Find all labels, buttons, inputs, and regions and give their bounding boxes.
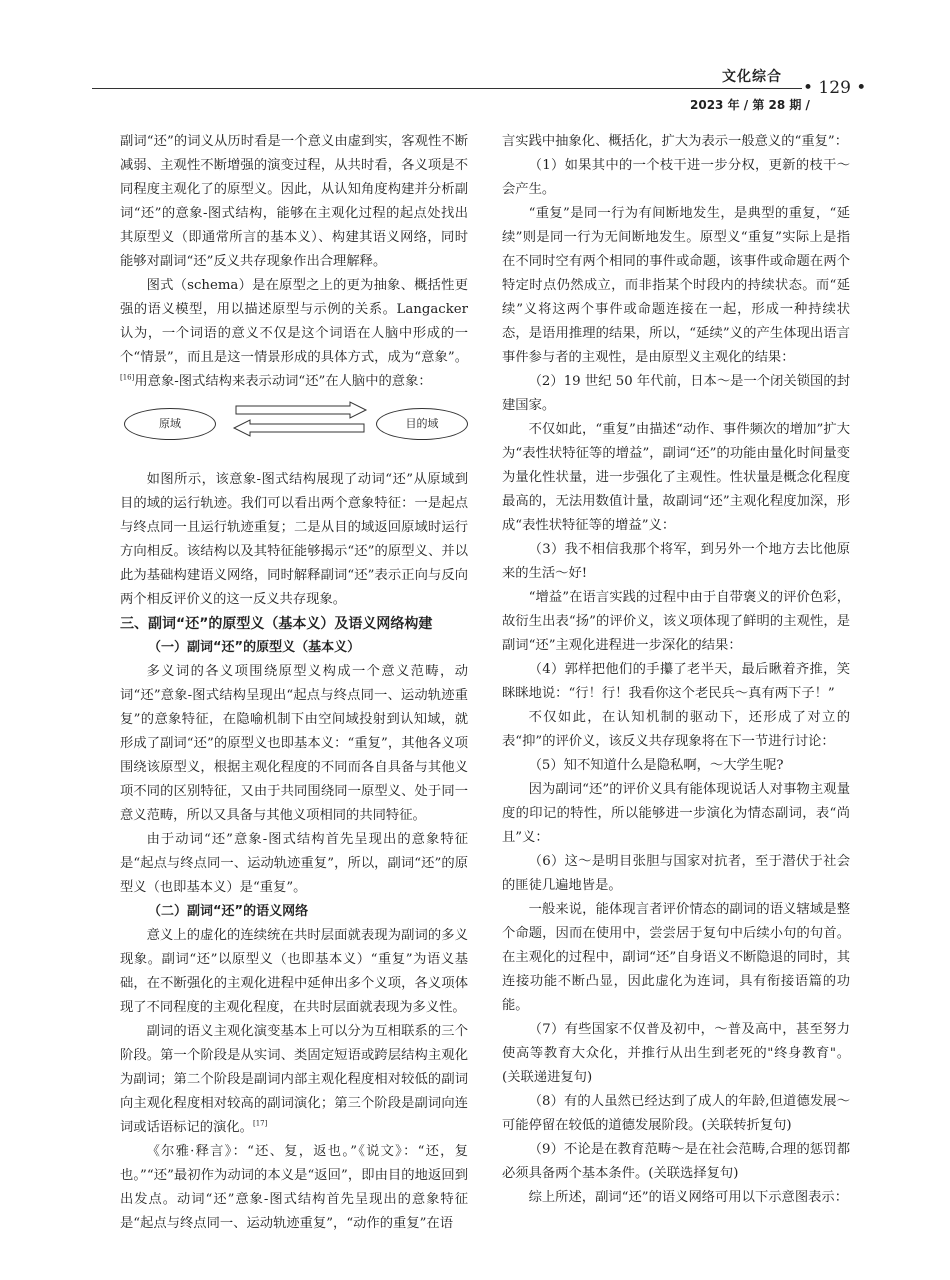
subsection-heading: （一）副词“还”的原型义（基本义）	[148, 640, 361, 655]
paragraph: 意义上的虚化的连续统在共时层面就表现为副词的多义现象。副词“还”以原型义（也即基本义）“重复”为语义基础，在不断强化的主观化进程中延伸出多个义项，各义项体现了不同程度的主观化程度，在共时层面就表现为多义性。	[120, 928, 468, 1015]
paragraph-text: 用意象-图式结构来表示动词“还”在人脑中的意象：	[134, 374, 432, 389]
left-column	[120, 130, 468, 1236]
paragraph: 言实践中抽象化、概括化，扩大为表示一般意义的“重复”：	[502, 134, 849, 149]
paragraph	[120, 1020, 468, 1140]
paragraph: 不仅如此，在认知机制的驱动下，还形成了对立的表“抑”的评价义，该反义共存现象将在下一节进行讨论：	[502, 710, 850, 749]
paragraph-text: 图式（schema）是在原型之上的更为抽象、概括性更强的语义模型，用以描述原型与示例的关系。Langacker认为，一个词语的意义不仅是这个词语在人脑中形成的一个“情景”，而且是这一情景形成的具体方式，成为“意象”。	[120, 278, 468, 365]
section-heading: 三、副词“还”的原型义（基本义）及语义网络构建	[120, 616, 433, 632]
example-sentence: （9）不论是在教育范畴～是在社会范畴,合理的惩罚都必须具备两个基本条件。(关联选择复句)	[502, 1142, 850, 1181]
example-sentence: （2）19 世纪 50 年代前，日本～是一个闭关锁国的封建国家。	[502, 374, 850, 413]
subsection-heading: （二）副词“还”的语义网络	[148, 904, 309, 919]
citation: [16]	[120, 373, 135, 382]
page-number: • 129 •	[803, 78, 867, 98]
example-sentence: （5）知不知道什么是隐私啊，～大学生呢?	[528, 758, 784, 773]
target-domain-oval: 目的域	[376, 408, 468, 440]
paragraph: 《尔雅·释言》：“还、复，返也。”《说文》：“还，复也。”“还”最初作为动词的本义是“返回”，即由目的地返回到出发点。动词“还”意象-图式结构首先呈现出的意象特征是“起点与终点同一、运动轨迹重复”，“动作的重复”在语	[120, 1144, 468, 1231]
header-rule	[92, 88, 802, 89]
paragraph: 一般来说，能体现言者评价情态的副词的语义辖域是整个命题，因而在使用中，尝尝居于复句中后续小句的句首。在主观化的过程中，副词“还”自身语义不断隐退的同时，其连接功能不断凸显，因此虚化为连词，具有衔接语篇的功能。	[502, 902, 850, 1013]
example-sentence: （6）这～是明目张胆与国家对抗者，至于潜伏于社会的匪徒几遍地皆是。	[502, 854, 850, 893]
issue-label: 2023 年 / 第 28 期 /	[690, 98, 810, 112]
example-sentence: （7）有些国家不仅普及初中，～普及高中，甚至努力使高等教育大众化，并推行从出生到老死的"终身教育"。(关联递进复句)	[502, 1022, 850, 1085]
paragraph: 由于动词“还”意象-图式结构首先呈现出的意象特征是“起点与终点同一、运动轨迹重复”，所以，副词“还”的原型义（也即基本义）是“重复”。	[120, 832, 468, 895]
journal-section: 文化综合	[722, 69, 782, 85]
example-sentence: （3）我不相信我那个将军，到另外一个地方去比他原来的生活～好!	[502, 542, 850, 581]
example-sentence: （4）郭样把他们的手攥了老半天，最后瞅着齐推，笑眯眯地说：“行！行！我看你这个老民兵～真有两下子！”	[502, 662, 850, 701]
paragraph: 如图所示，该意象-图式结构展现了动词“还”从原域到目的域的运行轨迹。我们可以看出两个意象特征：一是起点与终点同一且运行轨迹重复；二是从目的域返回原域时运行方向相反。该结构以及其特征能够揭示“还”的原型义、并以此为基础构建语义网络，同时解释副词“还”表示正向与反向两个相反评价义的这一反义共存现象。	[120, 472, 468, 607]
paragraph	[120, 274, 468, 394]
paragraph: 多义词的各义项围绕原型义构成一个意义范畴，动词“还”意象-图式结构呈现出“起点与终点同一、运动轨迹重复”的意象特征，在隐喻机制下由空间域投射到认知域，就形成了副词“还”的原型义也即基本义：“重复”，其他各义项围绕该原型义，根据主观化程度的不同而各自具备与其他义项不同的区别特征，又由于共同围绕同一原型义、处于同一意义范畴，所以又具备与其他义项相同的共同特征。	[120, 664, 468, 823]
paragraph: “重复”是同一行为有间断地发生，是典型的重复，“延续”则是同一行为无间断地发生。原型义“重复”实际上是指在不同时空有两个相同的事件或命题，该事件或命题在两个特定时点仍然成立，而非指某个时段内的持续状态。而“延续”义将这两个事件或命题连接在一起，形成一种持续状态，是语用推理的结果，所以，“延续”义的产生体现出语言事件参与者的主观性，是由原型义主观化的结果：	[502, 206, 850, 365]
example-sentence: （8）有的人虽然已经达到了成人的年龄,但道德发展～可能停留在较低的道德发展阶段。(关联转折复句)	[502, 1094, 850, 1133]
paragraph: 副词“还”的词义从历时看是一个意义由虚到实，客观性不断减弱、主观性不断增强的演变过程，从共时看，各义项是不同程度主观化了的原型义。因此，从认知角度构建并分析副词“还”的意象-图式结构，能够在主观化过程的起点处找出其原型义（即通常所言的基本义）、构建其语义网络，同时能够对副词“还”反义共存现象作出合理解释。	[120, 134, 468, 269]
paragraph: 因为副词“还”的评价义具有能体现说话人对事物主观量度的印记的特性，所以能够进一步演化为情态副词，表“尚且”义：	[502, 782, 850, 845]
right-column	[502, 130, 850, 1210]
citation: [17]	[252, 1119, 268, 1128]
example-sentence: （1）如果其中的一个枝干进一步分权，更新的枝干～会产生。	[502, 158, 850, 197]
paragraph: 综上所述，副词“还”的语义网络可用以下示意图表示：	[528, 1190, 849, 1205]
paragraph: 不仅如此，“重复”由描述“动作、事件频次的增加”扩大为“表性状特征等的增益”，副词“还”的功能由量化时间量变为量化性状量，进一步强化了主观性。性状量是概念化程度最高的，无法用数值计量，故副词“还”主观化程度加深，形成“表性状特征等的增益”义：	[502, 422, 850, 533]
source-domain-oval: 原域	[124, 408, 216, 440]
arrows-icon	[230, 400, 370, 444]
paragraph-text: 副词的语义主观化演变基本上可以分为互相联系的三个阶段。第一个阶段是从实词、类固定短语或跨层结构主观化为副词；第二个阶段是副词内部主观化程度相对较低的副词向主观化程度相对较高的副词演化；第三个阶段是副词向连词或话语标记的演化。	[120, 1024, 468, 1135]
paragraph: “增益”在语言实践的过程中由于自带褒义的评价色彩，故衍生出表“扬”的评价义，该义项体现了鲜明的主观性，是副词“还”主观化进程进一步深化的结果：	[502, 590, 850, 653]
schema-diagram	[120, 398, 468, 462]
